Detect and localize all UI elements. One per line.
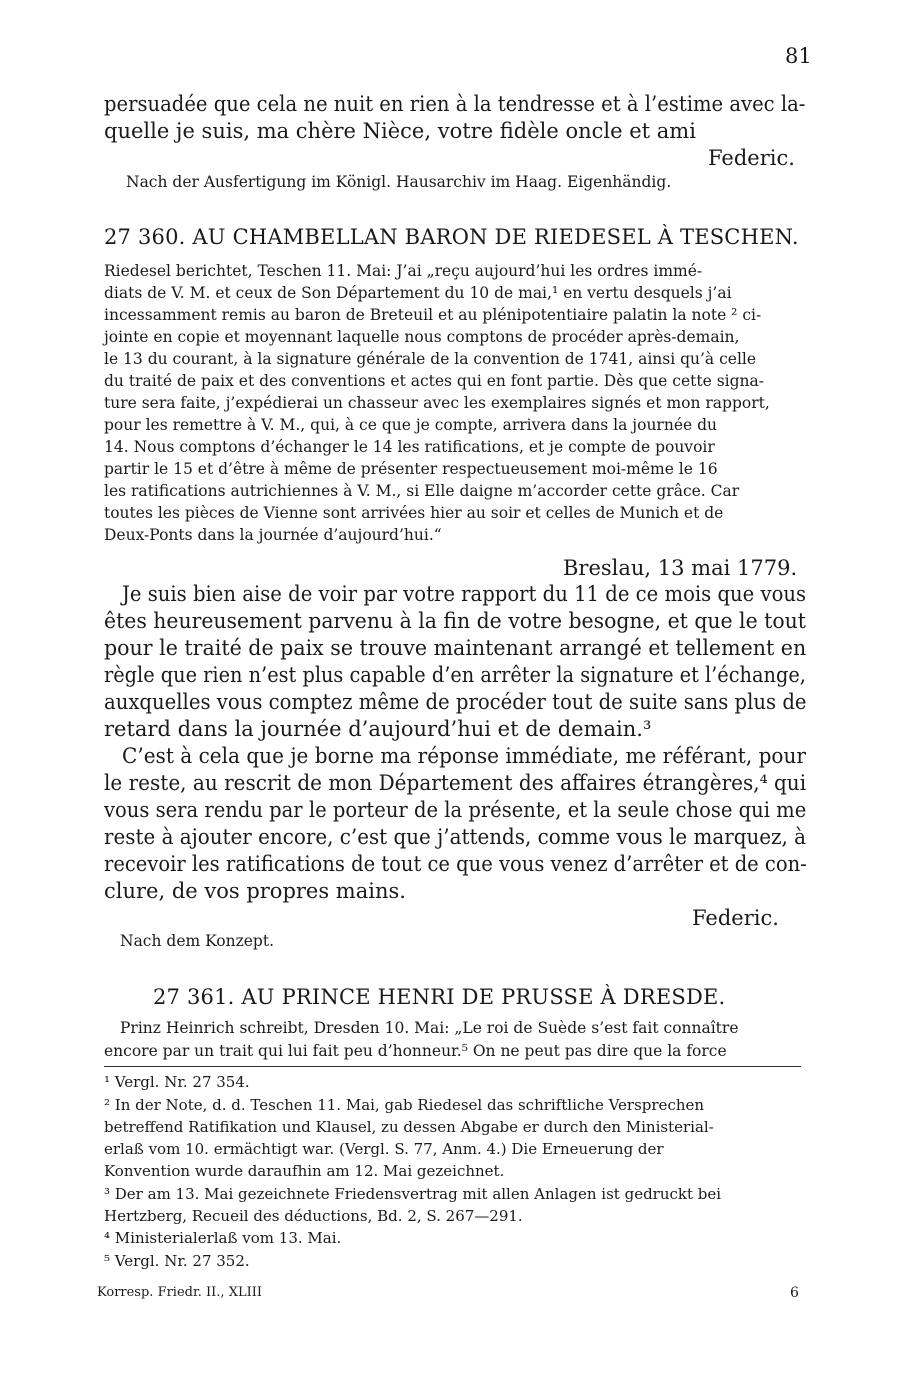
summary-line: incessamment remis au baron de Breteuil et au plénipotentiaire palatin la note ² ci- bbox=[104, 306, 762, 324]
summary-line: pour les remettre à V. M., qui, à ce que je compte, arrivera dans la journée du bbox=[104, 416, 717, 434]
body-line: recevoir les ratifications de tout ce que vous venez d’arrêter et de con- bbox=[104, 852, 807, 876]
summary-line: jointe en copie et moyennant laquelle nous comptons de procéder après-demain, bbox=[104, 328, 740, 346]
summary-line: le 13 du courant, à la signature générale de la convention de 1741, ainsi qu’à celle bbox=[104, 350, 757, 368]
body-line: Je suis bien aise de voir par votre rapport du 11 de ce mois que vous bbox=[122, 582, 807, 606]
footer-signature-mark: 6 bbox=[790, 1285, 799, 1301]
summary-line: Deux-Ponts dans la journée d’aujourd’hui.“ bbox=[104, 526, 442, 544]
page-number: 81 bbox=[785, 44, 812, 68]
body-line: reste à ajouter encore, c’est que j’attends, comme vous le marquez, à bbox=[104, 825, 807, 849]
footer-volume: Korresp. Friedr. II., XLIII bbox=[97, 1285, 262, 1300]
footnote-divider bbox=[104, 1066, 801, 1067]
intro-signature: Federic. bbox=[708, 146, 795, 170]
footnote: Konvention wurde daraufhin am 12. Mai gezeichnet. bbox=[104, 1162, 505, 1180]
source-note: Nach dem Konzept. bbox=[120, 932, 275, 950]
summary-line: toutes les pièces de Vienne sont arrivées hier au soir et celles de Munich et de bbox=[104, 504, 724, 522]
summary-line: les ratifications autrichiennes à V. M., si Elle daigne m’accorder cette grâce. Car bbox=[104, 482, 740, 500]
body-line: retard dans la journée d’aujourd’hui et de demain.³ bbox=[104, 717, 652, 741]
footnote: ⁴ Ministerialerlaß vom 13. Mai. bbox=[104, 1229, 342, 1247]
footnote: erlaß vom 10. ermächtigt war. (Vergl. S. 77, Anm. 4.) Die Erneuerung der bbox=[104, 1140, 664, 1158]
dateline: Breslau, 13 mai 1779. bbox=[563, 556, 798, 580]
footnote: ³ Der am 13. Mai gezeichnete Friedensvertrag mit allen Anlagen ist gedruckt bei bbox=[104, 1185, 722, 1203]
letter-heading: 27 361. AU PRINCE HENRI DE PRUSSE À DRESDE. bbox=[153, 985, 726, 1009]
body-line: êtes heureusement parvenu à la fin de votre besogne, et que le tout bbox=[104, 609, 806, 633]
footnote: ⁵ Vergl. Nr. 27 352. bbox=[104, 1252, 250, 1270]
intro-line: persuadée que cela ne nuit en rien à la tendresse et à l’estime avec la- bbox=[104, 92, 806, 116]
footnote: ¹ Vergl. Nr. 27 354. bbox=[104, 1073, 250, 1091]
summary-line: encore par un trait qui lui fait peu d’honneur.⁵ On ne peut pas dire que la force bbox=[104, 1042, 727, 1060]
summary-line: diats de V. M. et ceux de Son Département du 10 de mai,¹ en vertu desquels j’ai bbox=[104, 284, 732, 302]
letter-heading: 27 360. AU CHAMBELLAN BARON DE RIEDESEL À TESCHEN. bbox=[104, 225, 799, 249]
body-line: le reste, au rescrit de mon Département des affaires étrangères,⁴ qui bbox=[104, 771, 807, 795]
summary-line: Prinz Heinrich schreibt, Dresden 10. Mai: „Le roi de Suède s’est fait connaître bbox=[120, 1019, 739, 1037]
intro-line: quelle je suis, ma chère Nièce, votre fidèle oncle et ami bbox=[104, 119, 696, 143]
footnote: ² In der Note, d. d. Teschen 11. Mai, gab Riedesel das schriftliche Versprechen bbox=[104, 1096, 705, 1114]
body-line: C’est à cela que je borne ma réponse immédiate, me référant, pour bbox=[122, 744, 806, 768]
body-line: pour le traité de paix se trouve maintenant arrangé et tellement en bbox=[104, 636, 807, 660]
summary-line: Riedesel berichtet, Teschen 11. Mai: J’ai „reçu aujourd’hui les ordres immé- bbox=[104, 262, 703, 280]
footnote: Hertzberg, Recueil des déductions, Bd. 2, S. 267—291. bbox=[104, 1207, 523, 1225]
body-line: auxquelles vous comptez même de procéder tout de suite sans plus de bbox=[104, 690, 807, 714]
summary-line: 14. Nous comptons d’échanger le 14 les ratifications, et je compte de pouvoir bbox=[104, 438, 715, 456]
summary-line: partir le 15 et d’être à même de présenter respectueusement moi-même le 16 bbox=[104, 460, 718, 478]
footnote: betreffend Ratifikation und Klausel, zu dessen Abgabe er durch den Ministerial- bbox=[104, 1118, 714, 1136]
intro-source-note: Nach der Ausfertigung im Königl. Hausarchiv im Haag. Eigenhändig. bbox=[126, 173, 672, 191]
body-line: clure, de vos propres mains. bbox=[104, 879, 406, 903]
body-line: règle que rien n’est plus capable d’en arrêter la signature et l’échange, bbox=[104, 663, 806, 687]
signature: Federic. bbox=[692, 906, 779, 930]
summary-line: du traité de paix et des conventions et actes qui en font partie. Dès que cette signa- bbox=[104, 372, 764, 390]
summary-line: ture sera faite, j’expédierai un chasseur avec les exemplaires signés et mon rapport, bbox=[104, 394, 770, 412]
body-line: vous sera rendu par le porteur de la présente, et la seule chose qui me bbox=[104, 798, 807, 822]
